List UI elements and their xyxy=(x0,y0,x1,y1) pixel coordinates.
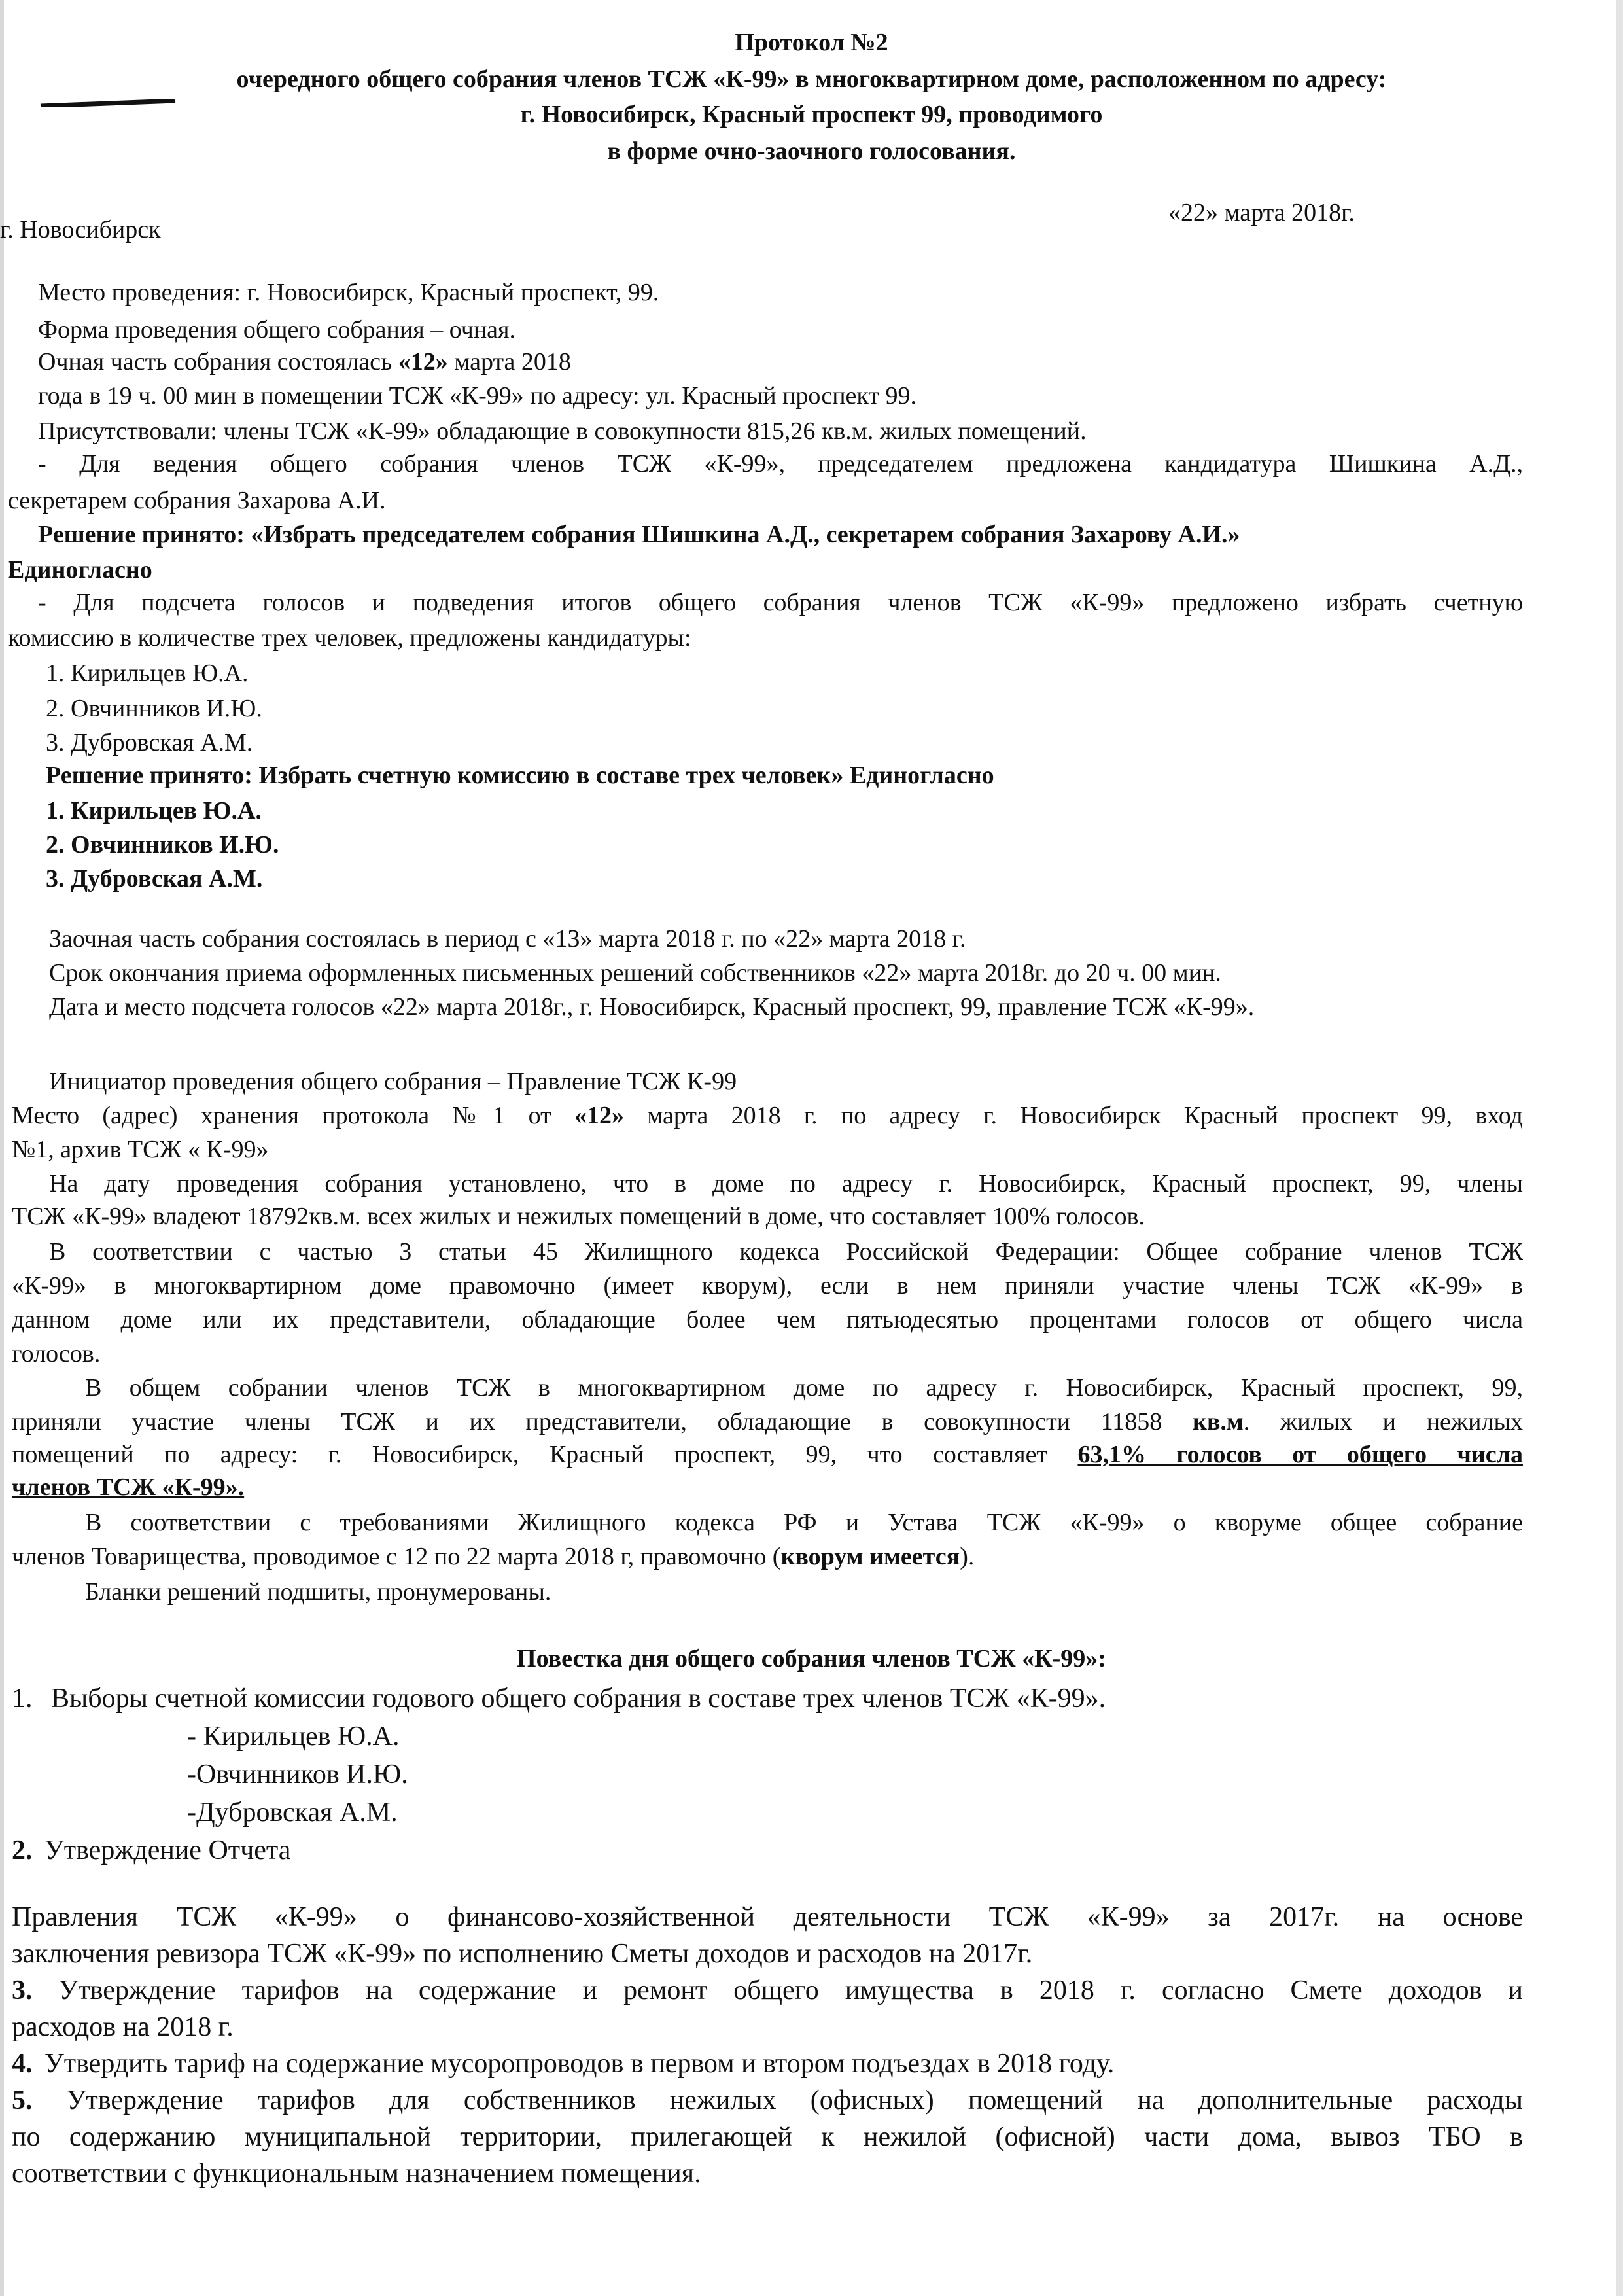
venue-line: Место проведения: г. Новосибирск, Красный проспект, 99. xyxy=(38,279,659,306)
count-commission-proposal: - Для подсчета голосов и подведения итогов общего собрания членов ТСЖ «К-99» предложено избрать счетную xyxy=(38,589,1523,616)
date: «22» марта 2018г. xyxy=(1168,199,1355,226)
agenda-item-2: 2. Утверждение Отчета xyxy=(12,1835,291,1865)
decision-commission: Решение принято: Избрать счетную комиссию в составе трех человек» Единогласно xyxy=(46,762,994,789)
decision-chair-result: Единогласно xyxy=(8,556,152,584)
handwritten-strike-mark xyxy=(39,99,177,107)
ownership-line-2: ТСЖ «К-99» владеют 18792кв.м. всех жилых и нежилых помещений в доме, что составляет 100% голосов. xyxy=(12,1203,1145,1230)
header-line-1: очередного общего собрания членов ТСЖ «К-99» в многоквартирном доме, расположенном по адресу: xyxy=(236,65,1387,93)
count-commission-proposal-cont: комиссию в количестве трех человек, предложены кандидатуры: xyxy=(8,624,691,652)
storage-line-cont: №1, архив ТСЖ « К-99» xyxy=(12,1136,269,1163)
agenda-item-5: 5. Утверждение тарифов для собственников нежилых (офисных) помещений на дополнительные расходы xyxy=(12,2085,1523,2115)
elected-2: 2. Овчинников И.Ю. xyxy=(46,831,279,858)
agenda-title: Повестка дня общего собрания членов ТСЖ «К-99»: xyxy=(517,1645,1106,1672)
candidate-2: 2. Овчинников И.Ю. xyxy=(46,695,262,722)
time-place-line: года в 19 ч. 00 мин в помещении ТСЖ «К-99» по адресу: ул. Красный проспект 99. xyxy=(38,382,916,410)
participation-line-2: приняли участие члены ТСЖ и их представители, обладающие в совокупности 11858 кв.м. жилых и нежилых xyxy=(12,1408,1523,1436)
candidate-1: 1. Кирильцев Ю.А. xyxy=(46,660,249,687)
law-line-3: данном доме или их представители, обладающие более чем пятьюдесятью процентами голосов от общего числа xyxy=(12,1306,1523,1333)
agenda-item-1-sub-3: -Дубровская А.М. xyxy=(187,1797,398,1828)
header-line-3: в форме очно-заочного голосования. xyxy=(607,137,1016,165)
attendance-line: Присутствовали: члены ТСЖ «К-99» обладающие в совокупности 815,26 кв.м. жилых помещений. xyxy=(38,417,1087,445)
elected-3: 3. Дубровская А.М. xyxy=(46,865,263,892)
agenda-item-4: 4. Утвердить тариф на содержание мусоропроводов в первом и втором подъездах в 2018 году. xyxy=(12,2049,1115,2079)
storage-line: Место (адрес) хранения протокола №1 от «12» марта 2018 г. по адресу г. Новосибирск Красный проспект 99, вход xyxy=(12,1102,1523,1129)
protocol-title: Протокол №2 xyxy=(735,29,888,56)
remote-deadline-line: Срок окончания приема оформленных письменных решений собственников «22» марта 2018г. до 20 ч. 00 мин. xyxy=(49,959,1221,987)
candidate-3: 3. Дубровская А.М. xyxy=(46,729,253,756)
agenda-item-5-cont-1: по содержанию муниципальной территории, прилегающей к нежилой (офисной) части дома, вывоз ТБО в xyxy=(12,2122,1523,2152)
law-line-2: «К-99» в многоквартирном доме правомочно (имеет кворум), если в нем приняли участие члены ТСЖ «К-99» в xyxy=(12,1272,1523,1299)
agenda-item-1-sub-1: - Кирильцев Ю.А. xyxy=(187,1722,400,1752)
participation-line-1: В общем собрании членов ТСЖ в многоквартирном доме по адресу г. Новосибирск, Красный проспект, 99, xyxy=(85,1374,1523,1402)
city: г. Новосибирск xyxy=(0,216,161,243)
agenda-item-3: 3. Утверждение тарифов на содержание и ремонт общего имущества в 2018 г. согласно Смете доходов и xyxy=(12,1975,1523,2005)
law-line-4: голосов. xyxy=(12,1340,101,1368)
initiator-line: Инициатор проведения общего собрания – Правление ТСЖ К-99 xyxy=(49,1068,737,1095)
participation-line-4: членов ТСЖ «К-99». xyxy=(12,1474,245,1501)
ownership-line-1: На дату проведения собрания установлено, что в доме по адресу г. Новосибирск, Красный проспект, 99, члены xyxy=(49,1170,1523,1197)
secretary-line: секретарем собрания Захарова А.И. xyxy=(8,487,386,514)
agenda-item-1-sub-2: -Овчинников И.Ю. xyxy=(187,1759,408,1790)
law-line-1: В соответствии с частью 3 статьи 45 Жилищного кодекса Российской Федерации: Общее собрание членов ТСЖ xyxy=(49,1238,1523,1265)
scan-edge-right xyxy=(1616,0,1623,2296)
decision-chair: Решение принято: «Избрать председателем собрания Шишкина А.Д., секретарем собрания Захарову А.И.» xyxy=(38,521,1240,548)
forms-note: Бланки решений подшиты, пронумерованы. xyxy=(85,1578,551,1606)
quorum-line-2: членов Товарищества, проводимое с 12 по 22 марта 2018 г, правомочно (кворум имеется). xyxy=(12,1543,975,1570)
elected-1: 1. Кирильцев Ю.А. xyxy=(46,797,262,824)
agenda-item-2-cont-2: заключения ревизора ТСЖ «К-99» по исполнению Сметы доходов и расходов на 2017г. xyxy=(12,1939,1033,1969)
agenda-item-2-cont-1: Правления ТСЖ «К-99» о финансово-хозяйственной деятельности ТСЖ «К-99» за 2017г. на основе xyxy=(12,1902,1523,1932)
header-line-2: г. Новосибирск, Красный проспект 99, проводимого xyxy=(520,101,1103,128)
remote-period-line: Заочная часть собрания состоялась в период с «13» марта 2018 г. по «22» марта 2018 г. xyxy=(49,925,966,953)
chair-proposal-line: - Для ведения общего собрания членов ТСЖ «К-99», председателем предложена кандидатура Шишкина А.Д., xyxy=(38,450,1523,478)
agenda-item-5-cont-2: соответствии с функциональным назначением помещения. xyxy=(12,2159,701,2189)
scan-edge-left xyxy=(0,0,4,2296)
agenda-item-1: 1. Выборы счетной комиссии годового общего собрания в составе трех членов ТСЖ «К-99». xyxy=(12,1684,1106,1714)
count-place-line: Дата и место подсчета голосов «22» марта 2018г., г. Новосибирск, Красный проспект, 99, правление ТСЖ «К-99». xyxy=(49,993,1255,1021)
agenda-item-3-cont: расходов на 2018 г. xyxy=(12,2012,234,2042)
participation-line-3: помещений по адресу: г. Новосибирск, Красный проспект, 99, что составляет 63,1% голосов от общего числа xyxy=(12,1441,1523,1468)
quorum-line-1: В соответствии с требованиями Жилищного кодекса РФ и Устава ТСЖ «К-99» о кворуме общее собрание xyxy=(85,1509,1523,1536)
in-person-date-line: Очная часть собрания состоялась «12» марта 2018 xyxy=(38,348,571,376)
form-line: Форма проведения общего собрания – очная. xyxy=(38,316,515,344)
